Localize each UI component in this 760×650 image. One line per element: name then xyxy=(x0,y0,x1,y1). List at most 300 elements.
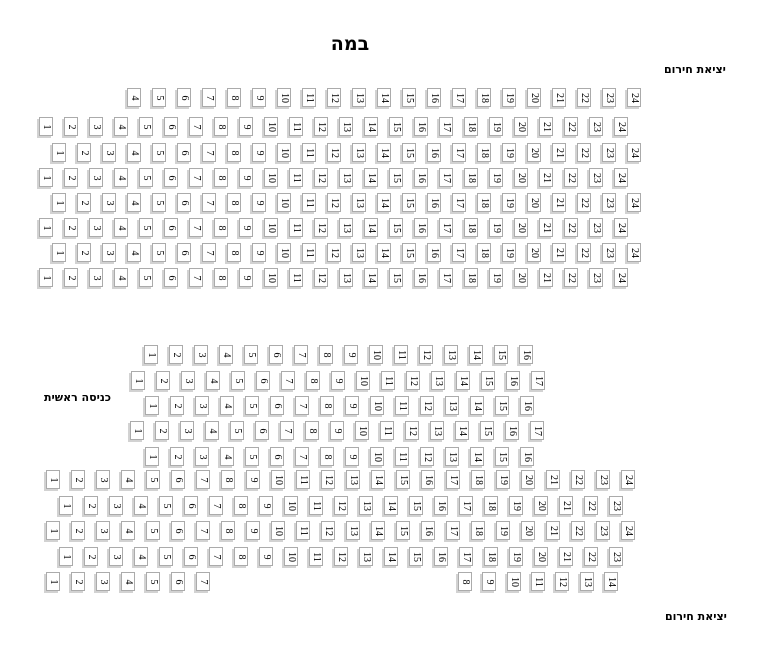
seat-front-block-r3-23[interactable] xyxy=(602,143,616,162)
seat-front-block-r8-8[interactable] xyxy=(214,268,228,287)
seat-rear-block-r1-23[interactable] xyxy=(596,470,610,489)
seat-middle-block-r4-7[interactable] xyxy=(280,421,294,440)
seat-front-block-r5-8[interactable] xyxy=(227,193,241,212)
seat-rear-block-r1-10[interactable] xyxy=(271,470,285,489)
seat-middle-block-r1-13[interactable] xyxy=(444,345,458,364)
seat-rear-block-r3-22[interactable] xyxy=(571,521,585,540)
seat-front-block-r5-15[interactable] xyxy=(402,193,416,212)
seat-rear-block-r3-13[interactable] xyxy=(346,521,360,540)
seat-front-block-r3-9[interactable] xyxy=(252,143,266,162)
seat-front-block-r5-23[interactable] xyxy=(602,193,616,212)
seat-front-block-r3-10[interactable] xyxy=(277,143,291,162)
seat-rear-block-r3-1[interactable] xyxy=(46,521,60,540)
seat-middle-block-r4-15[interactable] xyxy=(480,421,494,440)
seat-front-block-r3-20[interactable] xyxy=(527,143,541,162)
seat-front-block-r1-8[interactable] xyxy=(227,88,241,107)
seat-middle-block-r5-5[interactable] xyxy=(245,447,259,466)
seat-middle-block-r5-12[interactable] xyxy=(420,447,434,466)
seat-front-block-r6-16[interactable] xyxy=(414,218,428,237)
seat-rear-block-r2-17[interactable] xyxy=(459,496,473,515)
seat-rear-block-r2-22[interactable] xyxy=(584,496,598,515)
seat-rear-block-r1-19[interactable] xyxy=(496,470,510,489)
seat-rear-block-r5-6[interactable] xyxy=(171,572,185,591)
seat-middle-block-r4-17[interactable] xyxy=(530,421,544,440)
seat-front-block-r1-20[interactable] xyxy=(527,88,541,107)
seat-rear-block-r4-22[interactable] xyxy=(584,547,598,566)
seat-front-block-r4-4[interactable] xyxy=(114,168,128,187)
seat-front-block-r6-3[interactable] xyxy=(89,218,103,237)
seat-middle-block-r3-1[interactable] xyxy=(145,396,159,415)
seat-front-block-r4-15[interactable] xyxy=(389,168,403,187)
seat-front-block-r5-1[interactable] xyxy=(52,193,66,212)
seat-front-block-r6-15[interactable] xyxy=(389,218,403,237)
seat-front-block-r5-20[interactable] xyxy=(527,193,541,212)
seat-front-block-r8-18[interactable] xyxy=(464,268,478,287)
seat-middle-block-r2-6[interactable] xyxy=(256,371,270,390)
seat-middle-block-r1-10[interactable] xyxy=(369,345,383,364)
seat-rear-block-r4-6[interactable] xyxy=(184,547,198,566)
seat-front-block-r4-6[interactable] xyxy=(164,168,178,187)
seat-front-block-r1-18[interactable] xyxy=(477,88,491,107)
seat-front-block-r4-19[interactable] xyxy=(489,168,503,187)
seat-front-block-r3-13[interactable] xyxy=(352,143,366,162)
seat-rear-block-r3-12[interactable] xyxy=(321,521,335,540)
seat-rear-block-r5-11[interactable] xyxy=(531,572,545,591)
seat-front-block-r3-16[interactable] xyxy=(427,143,441,162)
seat-front-block-r4-16[interactable] xyxy=(414,168,428,187)
seat-rear-block-r4-16[interactable] xyxy=(434,547,448,566)
seat-front-block-r1-9[interactable] xyxy=(252,88,266,107)
seat-front-block-r7-12[interactable] xyxy=(327,243,341,262)
seat-front-block-r5-12[interactable] xyxy=(327,193,341,212)
seat-rear-block-r1-4[interactable] xyxy=(121,470,135,489)
seat-rear-block-r1-1[interactable] xyxy=(46,470,60,489)
seat-middle-block-r4-8[interactable] xyxy=(305,421,319,440)
seat-middle-block-r5-4[interactable] xyxy=(220,447,234,466)
seat-front-block-r6-14[interactable] xyxy=(364,218,378,237)
seat-rear-block-r3-5[interactable] xyxy=(146,521,160,540)
seat-front-block-r1-13[interactable] xyxy=(352,88,366,107)
seat-middle-block-r2-16[interactable] xyxy=(506,371,520,390)
seat-rear-block-r2-1[interactable] xyxy=(59,496,73,515)
seat-front-block-r2-21[interactable] xyxy=(539,117,553,136)
seat-rear-block-r2-21[interactable] xyxy=(559,496,573,515)
seat-middle-block-r4-16[interactable] xyxy=(505,421,519,440)
seat-rear-block-r1-12[interactable] xyxy=(321,470,335,489)
seat-rear-block-r5-10[interactable] xyxy=(507,572,521,591)
seat-rear-block-r4-20[interactable] xyxy=(534,547,548,566)
seat-rear-block-r1-3[interactable] xyxy=(96,470,110,489)
seat-front-block-r1-12[interactable] xyxy=(327,88,341,107)
seat-rear-block-r3-18[interactable] xyxy=(471,521,485,540)
seat-front-block-r2-5[interactable] xyxy=(139,117,153,136)
seat-middle-block-r1-5[interactable] xyxy=(244,345,258,364)
seat-front-block-r6-2[interactable] xyxy=(64,218,78,237)
seat-middle-block-r2-2[interactable] xyxy=(156,371,170,390)
seat-front-block-r4-24[interactable] xyxy=(614,168,628,187)
seat-middle-block-r2-3[interactable] xyxy=(181,371,195,390)
seat-front-block-r8-10[interactable] xyxy=(264,268,278,287)
seat-rear-block-r2-8[interactable] xyxy=(234,496,248,515)
seat-rear-block-r5-5[interactable] xyxy=(146,572,160,591)
seat-front-block-r2-4[interactable] xyxy=(114,117,128,136)
seat-rear-block-r2-2[interactable] xyxy=(84,496,98,515)
seat-front-block-r5-22[interactable] xyxy=(577,193,591,212)
seat-rear-block-r3-24[interactable] xyxy=(621,521,635,540)
seat-front-block-r4-17[interactable] xyxy=(439,168,453,187)
seat-front-block-r2-14[interactable] xyxy=(364,117,378,136)
seat-rear-block-r2-14[interactable] xyxy=(384,496,398,515)
seat-front-block-r8-15[interactable] xyxy=(389,268,403,287)
seat-middle-block-r4-1[interactable] xyxy=(130,421,144,440)
seat-middle-block-r3-4[interactable] xyxy=(220,396,234,415)
seat-rear-block-r2-4[interactable] xyxy=(134,496,148,515)
seat-middle-block-r5-16[interactable] xyxy=(520,447,534,466)
seat-rear-block-r4-9[interactable] xyxy=(259,547,273,566)
seat-rear-block-r5-2[interactable] xyxy=(71,572,85,591)
seat-front-block-r1-21[interactable] xyxy=(552,88,566,107)
seat-front-block-r1-17[interactable] xyxy=(452,88,466,107)
seat-front-block-r7-24[interactable] xyxy=(627,243,641,262)
seat-rear-block-r2-10[interactable] xyxy=(284,496,298,515)
seat-middle-block-r4-5[interactable] xyxy=(230,421,244,440)
seat-front-block-r2-6[interactable] xyxy=(164,117,178,136)
seat-front-block-r1-4[interactable] xyxy=(127,88,141,107)
seat-middle-block-r5-9[interactable] xyxy=(345,447,359,466)
seat-rear-block-r5-1[interactable] xyxy=(46,572,60,591)
seat-rear-block-r1-14[interactable] xyxy=(371,470,385,489)
seat-rear-block-r4-10[interactable] xyxy=(284,547,298,566)
seat-front-block-r4-13[interactable] xyxy=(339,168,353,187)
seat-middle-block-r4-6[interactable] xyxy=(255,421,269,440)
seat-front-block-r7-1[interactable] xyxy=(52,243,66,262)
seat-front-block-r5-18[interactable] xyxy=(477,193,491,212)
seat-rear-block-r1-11[interactable] xyxy=(296,470,310,489)
seat-rear-block-r4-12[interactable] xyxy=(334,547,348,566)
seat-front-block-r3-11[interactable] xyxy=(302,143,316,162)
seat-middle-block-r5-10[interactable] xyxy=(370,447,384,466)
seat-rear-block-r2-13[interactable] xyxy=(359,496,373,515)
seat-rear-block-r4-21[interactable] xyxy=(559,547,573,566)
seat-front-block-r6-18[interactable] xyxy=(464,218,478,237)
seat-middle-block-r1-1[interactable] xyxy=(144,345,158,364)
seat-front-block-r8-13[interactable] xyxy=(339,268,353,287)
seat-middle-block-r4-4[interactable] xyxy=(205,421,219,440)
seat-front-block-r1-15[interactable] xyxy=(402,88,416,107)
seat-front-block-r5-14[interactable] xyxy=(377,193,391,212)
seat-middle-block-r2-13[interactable] xyxy=(431,371,445,390)
seat-front-block-r6-22[interactable] xyxy=(564,218,578,237)
seat-rear-block-r1-17[interactable] xyxy=(446,470,460,489)
seat-front-block-r8-4[interactable] xyxy=(114,268,128,287)
seat-rear-block-r5-7[interactable] xyxy=(196,572,210,591)
seat-front-block-r7-14[interactable] xyxy=(377,243,391,262)
seat-front-block-r1-24[interactable] xyxy=(627,88,641,107)
seat-rear-block-r3-4[interactable] xyxy=(121,521,135,540)
seat-middle-block-r1-14[interactable] xyxy=(469,345,483,364)
seat-front-block-r7-10[interactable] xyxy=(277,243,291,262)
seat-middle-block-r2-9[interactable] xyxy=(331,371,345,390)
seat-front-block-r6-6[interactable] xyxy=(164,218,178,237)
seat-rear-block-r2-6[interactable] xyxy=(184,496,198,515)
seat-front-block-r7-15[interactable] xyxy=(402,243,416,262)
seat-front-block-r7-13[interactable] xyxy=(352,243,366,262)
seat-middle-block-r4-10[interactable] xyxy=(355,421,369,440)
seat-front-block-r3-19[interactable] xyxy=(502,143,516,162)
seat-rear-block-r3-16[interactable] xyxy=(421,521,435,540)
seat-front-block-r8-11[interactable] xyxy=(289,268,303,287)
seat-middle-block-r5-14[interactable] xyxy=(470,447,484,466)
seat-front-block-r6-21[interactable] xyxy=(539,218,553,237)
seat-middle-block-r3-12[interactable] xyxy=(420,396,434,415)
seat-middle-block-r5-13[interactable] xyxy=(445,447,459,466)
seat-middle-block-r3-5[interactable] xyxy=(245,396,259,415)
seat-front-block-r6-24[interactable] xyxy=(614,218,628,237)
seat-front-block-r7-7[interactable] xyxy=(202,243,216,262)
seat-middle-block-r3-11[interactable] xyxy=(395,396,409,415)
seat-front-block-r3-22[interactable] xyxy=(577,143,591,162)
seat-rear-block-r5-9[interactable] xyxy=(482,572,496,591)
seat-front-block-r8-9[interactable] xyxy=(239,268,253,287)
seat-rear-block-r4-18[interactable] xyxy=(484,547,498,566)
seat-front-block-r8-20[interactable] xyxy=(514,268,528,287)
seat-front-block-r7-23[interactable] xyxy=(602,243,616,262)
seat-front-block-r7-19[interactable] xyxy=(502,243,516,262)
seat-front-block-r6-23[interactable] xyxy=(589,218,603,237)
seat-front-block-r7-20[interactable] xyxy=(527,243,541,262)
seat-front-block-r3-15[interactable] xyxy=(402,143,416,162)
seat-rear-block-r1-18[interactable] xyxy=(471,470,485,489)
seat-front-block-r6-20[interactable] xyxy=(514,218,528,237)
seat-front-block-r7-9[interactable] xyxy=(252,243,266,262)
seat-middle-block-r5-6[interactable] xyxy=(270,447,284,466)
seat-rear-block-r2-7[interactable] xyxy=(209,496,223,515)
seat-front-block-r5-11[interactable] xyxy=(302,193,316,212)
seat-front-block-r1-16[interactable] xyxy=(427,88,441,107)
seat-front-block-r7-3[interactable] xyxy=(102,243,116,262)
seat-front-block-r8-16[interactable] xyxy=(414,268,428,287)
seat-rear-block-r3-3[interactable] xyxy=(96,521,110,540)
seat-front-block-r3-12[interactable] xyxy=(327,143,341,162)
seat-front-block-r2-12[interactable] xyxy=(314,117,328,136)
seat-front-block-r2-20[interactable] xyxy=(514,117,528,136)
seat-rear-block-r4-19[interactable] xyxy=(509,547,523,566)
seat-front-block-r4-9[interactable] xyxy=(239,168,253,187)
seat-rear-block-r4-11[interactable] xyxy=(309,547,323,566)
seat-front-block-r4-3[interactable] xyxy=(89,168,103,187)
seat-front-block-r7-11[interactable] xyxy=(302,243,316,262)
seat-front-block-r7-6[interactable] xyxy=(177,243,191,262)
seat-middle-block-r4-14[interactable] xyxy=(455,421,469,440)
seat-rear-block-r2-16[interactable] xyxy=(434,496,448,515)
seat-front-block-r5-21[interactable] xyxy=(552,193,566,212)
seat-rear-block-r1-2[interactable] xyxy=(71,470,85,489)
seat-rear-block-r4-1[interactable] xyxy=(59,547,73,566)
seat-rear-block-r1-21[interactable] xyxy=(546,470,560,489)
seat-rear-block-r2-15[interactable] xyxy=(409,496,423,515)
seat-rear-block-r4-5[interactable] xyxy=(159,547,173,566)
seat-front-block-r6-10[interactable] xyxy=(264,218,278,237)
seat-middle-block-r5-11[interactable] xyxy=(395,447,409,466)
seat-front-block-r2-16[interactable] xyxy=(414,117,428,136)
seat-front-block-r3-24[interactable] xyxy=(627,143,641,162)
seat-front-block-r7-2[interactable] xyxy=(77,243,91,262)
seat-rear-block-r2-20[interactable] xyxy=(534,496,548,515)
seat-middle-block-r3-13[interactable] xyxy=(445,396,459,415)
seat-rear-block-r2-3[interactable] xyxy=(109,496,123,515)
seat-front-block-r4-20[interactable] xyxy=(514,168,528,187)
seat-middle-block-r5-1[interactable] xyxy=(145,447,159,466)
seat-front-block-r1-14[interactable] xyxy=(377,88,391,107)
seat-front-block-r2-17[interactable] xyxy=(439,117,453,136)
seat-front-block-r4-14[interactable] xyxy=(364,168,378,187)
seat-front-block-r4-10[interactable] xyxy=(264,168,278,187)
seat-front-block-r6-11[interactable] xyxy=(289,218,303,237)
seat-front-block-r6-17[interactable] xyxy=(439,218,453,237)
seat-front-block-r5-7[interactable] xyxy=(202,193,216,212)
seat-middle-block-r3-14[interactable] xyxy=(470,396,484,415)
seat-front-block-r2-9[interactable] xyxy=(239,117,253,136)
seat-front-block-r3-3[interactable] xyxy=(102,143,116,162)
seat-front-block-r5-3[interactable] xyxy=(102,193,116,212)
seat-front-block-r3-8[interactable] xyxy=(227,143,241,162)
seat-front-block-r3-17[interactable] xyxy=(452,143,466,162)
seat-front-block-r2-24[interactable] xyxy=(614,117,628,136)
seat-front-block-r5-4[interactable] xyxy=(127,193,141,212)
seat-rear-block-r2-11[interactable] xyxy=(309,496,323,515)
seat-front-block-r8-14[interactable] xyxy=(364,268,378,287)
seat-front-block-r6-12[interactable] xyxy=(314,218,328,237)
seat-front-block-r4-2[interactable] xyxy=(64,168,78,187)
seat-middle-block-r3-9[interactable] xyxy=(345,396,359,415)
seat-front-block-r8-17[interactable] xyxy=(439,268,453,287)
seat-front-block-r5-13[interactable] xyxy=(352,193,366,212)
seat-rear-block-r5-8[interactable] xyxy=(458,572,472,591)
seat-rear-block-r2-18[interactable] xyxy=(484,496,498,515)
seat-middle-block-r4-13[interactable] xyxy=(430,421,444,440)
seat-rear-block-r4-8[interactable] xyxy=(234,547,248,566)
seat-rear-block-r5-3[interactable] xyxy=(96,572,110,591)
seat-front-block-r3-21[interactable] xyxy=(552,143,566,162)
seat-front-block-r4-18[interactable] xyxy=(464,168,478,187)
seat-front-block-r4-12[interactable] xyxy=(314,168,328,187)
seat-middle-block-r1-4[interactable] xyxy=(219,345,233,364)
seat-rear-block-r3-10[interactable] xyxy=(271,521,285,540)
seat-middle-block-r2-15[interactable] xyxy=(481,371,495,390)
seat-middle-block-r2-10[interactable] xyxy=(356,371,370,390)
seat-middle-block-r5-2[interactable] xyxy=(170,447,184,466)
seat-front-block-r7-22[interactable] xyxy=(577,243,591,262)
seat-front-block-r1-5[interactable] xyxy=(152,88,166,107)
seat-front-block-r4-1[interactable] xyxy=(39,168,53,187)
seat-front-block-r4-22[interactable] xyxy=(564,168,578,187)
seat-front-block-r2-1[interactable] xyxy=(39,117,53,136)
seat-middle-block-r1-3[interactable] xyxy=(194,345,208,364)
seat-rear-block-r4-15[interactable] xyxy=(409,547,423,566)
seat-front-block-r2-7[interactable] xyxy=(189,117,203,136)
seat-middle-block-r3-7[interactable] xyxy=(295,396,309,415)
seat-front-block-r7-18[interactable] xyxy=(477,243,491,262)
seat-rear-block-r4-4[interactable] xyxy=(134,547,148,566)
seat-front-block-r3-2[interactable] xyxy=(77,143,91,162)
seat-rear-block-r4-2[interactable] xyxy=(84,547,98,566)
seat-middle-block-r2-1[interactable] xyxy=(131,371,145,390)
seat-rear-block-r1-22[interactable] xyxy=(571,470,585,489)
seat-rear-block-r1-13[interactable] xyxy=(346,470,360,489)
seat-middle-block-r3-6[interactable] xyxy=(270,396,284,415)
seat-rear-block-r4-7[interactable] xyxy=(209,547,223,566)
seat-middle-block-r1-12[interactable] xyxy=(419,345,433,364)
seat-middle-block-r2-7[interactable] xyxy=(281,371,295,390)
seat-front-block-r5-24[interactable] xyxy=(627,193,641,212)
seat-front-block-r7-16[interactable] xyxy=(427,243,441,262)
seat-front-block-r6-19[interactable] xyxy=(489,218,503,237)
seat-front-block-r6-5[interactable] xyxy=(139,218,153,237)
seat-middle-block-r3-15[interactable] xyxy=(495,396,509,415)
seat-rear-block-r1-20[interactable] xyxy=(521,470,535,489)
seat-middle-block-r5-7[interactable] xyxy=(295,447,309,466)
seat-front-block-r8-22[interactable] xyxy=(564,268,578,287)
seat-rear-block-r3-21[interactable] xyxy=(546,521,560,540)
seat-middle-block-r4-9[interactable] xyxy=(330,421,344,440)
seat-front-block-r1-11[interactable] xyxy=(302,88,316,107)
seat-middle-block-r1-16[interactable] xyxy=(519,345,533,364)
seat-front-block-r8-1[interactable] xyxy=(39,268,53,287)
seat-front-block-r6-1[interactable] xyxy=(39,218,53,237)
seat-middle-block-r3-2[interactable] xyxy=(170,396,184,415)
seat-front-block-r3-7[interactable] xyxy=(202,143,216,162)
seat-rear-block-r1-7[interactable] xyxy=(196,470,210,489)
seat-front-block-r8-12[interactable] xyxy=(314,268,328,287)
seat-front-block-r5-17[interactable] xyxy=(452,193,466,212)
seat-rear-block-r2-5[interactable] xyxy=(159,496,173,515)
seat-rear-block-r4-17[interactable] xyxy=(459,547,473,566)
seat-middle-block-r1-9[interactable] xyxy=(344,345,358,364)
seat-front-block-r2-8[interactable] xyxy=(214,117,228,136)
seat-front-block-r8-19[interactable] xyxy=(489,268,503,287)
seat-front-block-r1-23[interactable] xyxy=(602,88,616,107)
seat-front-block-r8-23[interactable] xyxy=(589,268,603,287)
seat-rear-block-r3-19[interactable] xyxy=(496,521,510,540)
seat-front-block-r8-3[interactable] xyxy=(89,268,103,287)
seat-rear-block-r1-15[interactable] xyxy=(396,470,410,489)
seat-middle-block-r4-11[interactable] xyxy=(380,421,394,440)
seat-rear-block-r4-14[interactable] xyxy=(384,547,398,566)
seat-middle-block-r1-6[interactable] xyxy=(269,345,283,364)
seat-front-block-r2-13[interactable] xyxy=(339,117,353,136)
seat-front-block-r6-7[interactable] xyxy=(189,218,203,237)
seat-middle-block-r1-8[interactable] xyxy=(319,345,333,364)
seat-middle-block-r5-15[interactable] xyxy=(495,447,509,466)
seat-rear-block-r3-2[interactable] xyxy=(71,521,85,540)
seat-rear-block-r3-11[interactable] xyxy=(296,521,310,540)
seat-rear-block-r2-12[interactable] xyxy=(334,496,348,515)
seat-front-block-r3-6[interactable] xyxy=(177,143,191,162)
seat-front-block-r3-1[interactable] xyxy=(52,143,66,162)
seat-rear-block-r3-20[interactable] xyxy=(521,521,535,540)
seat-rear-block-r3-8[interactable] xyxy=(221,521,235,540)
seat-front-block-r6-4[interactable] xyxy=(114,218,128,237)
seat-front-block-r1-19[interactable] xyxy=(502,88,516,107)
seat-front-block-r4-11[interactable] xyxy=(289,168,303,187)
seat-middle-block-r2-14[interactable] xyxy=(456,371,470,390)
seat-middle-block-r3-8[interactable] xyxy=(320,396,334,415)
seat-rear-block-r3-6[interactable] xyxy=(171,521,185,540)
seat-middle-block-r2-12[interactable] xyxy=(406,371,420,390)
seat-rear-block-r4-3[interactable] xyxy=(109,547,123,566)
seat-rear-block-r4-13[interactable] xyxy=(359,547,373,566)
seat-rear-block-r1-24[interactable] xyxy=(621,470,635,489)
